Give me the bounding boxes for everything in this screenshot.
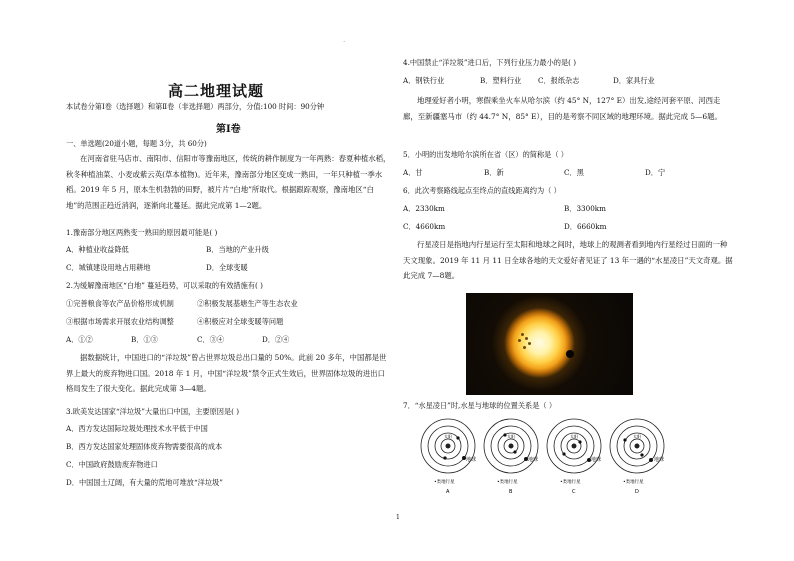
planet-dot: [623, 438, 626, 441]
earth-symbol: [649, 458, 653, 462]
sun-symbol: [572, 444, 577, 449]
header-mark: ·: [343, 37, 346, 46]
planet-dot: [562, 452, 565, 455]
diagram-label-b: B: [509, 489, 513, 495]
planet-dot: [456, 436, 459, 439]
q2-statement-1: ①完善粮食等农产品价格形成机制: [66, 299, 174, 308]
orbit-diagram-a: [421, 419, 475, 473]
sun-label: 太阳: [507, 434, 515, 439]
diagram-label-a: A: [446, 489, 450, 495]
earth-label: 地球: [466, 457, 477, 463]
q6-option-d: D．6660km: [564, 222, 607, 231]
sunspot: [528, 342, 531, 345]
q4-option-d: D．家具行业: [613, 76, 655, 85]
sunspot: [518, 339, 521, 342]
q6-option-a: A．2330km: [403, 204, 445, 213]
passage-4: 行星凌日是指地内行星运行至太阳和地球之间时，地球上的观测者看到地内行星经过日面的一种天文现象。2019 年 11 月 11 日全球各地的天文爱好者见证了 13 年一遇的“水星凌日”天文奇观。据此完成 7—8题。: [403, 240, 733, 280]
sun-symbol: [509, 444, 514, 449]
q1-option-d: D．全球变暖: [206, 263, 248, 272]
legend-label: •类地行星: [497, 480, 518, 485]
q2-option-a: A．①②: [66, 335, 93, 344]
diagram-label-c: C: [572, 489, 576, 495]
orbit-diagram-d: [610, 419, 664, 473]
legend-label: •类地行星: [560, 480, 581, 485]
page-number: 1: [396, 514, 400, 521]
planet-dot: [513, 450, 516, 453]
sunspot: [525, 337, 528, 340]
exam-intro: 本试卷分第Ⅰ卷（选择题）和第Ⅱ卷（非选择题）两部分，分值:100 时间：90分钟: [66, 102, 325, 111]
planet-dot: [443, 456, 446, 459]
legend-label: •类地行星: [434, 480, 455, 485]
earth-label: 地球: [654, 457, 665, 463]
diagram-label-d: D: [635, 489, 639, 495]
q4-option-b: B．塑料行业: [480, 76, 522, 85]
q2-statement-3: ③根据市场需求开展农业结构调整: [66, 317, 174, 326]
sunspot: [521, 333, 524, 336]
question-2-stem: 2.为缓解豫南地区“白地” 蔓延趋势，可以采取的有效措施有( ): [66, 281, 263, 290]
sun-label: 太阳: [444, 434, 452, 439]
q6-option-b: B．3300km: [564, 204, 606, 213]
orbit-diagram-b: [484, 419, 538, 473]
earth-label: 地球: [591, 457, 602, 463]
earth-label: 地球: [528, 457, 539, 463]
passage-1: 在河南省驻马店市、南阳市、信阳市等豫南地区，传统的耕作制度为一年两熟：春夏种植水稻，秋冬种植油菜、小麦或紫云英(草本植物)。近年来，豫南部分地区变成一熟田，一年只种植一季水稻。2019 年 5 月，原本生机勃勃的田野，被片片“白地”所取代。根据跟踪观察，豫南地区“白地”的范围正趋近消润，逐渐向北蔓延。据此完成第 1—2题。: [66, 154, 391, 210]
q2-statement-2: ②积极发展基塘生产等生态农业: [197, 299, 298, 308]
sun-symbol: [446, 444, 451, 449]
planet-dot: [578, 440, 581, 443]
passage-3: 地理爱好者小明，寒假乘坐火车从哈尔滨（约 45° N，127° E）出发,途经河套平原、河西走廊，至新疆塞马市（约 44.7° N，85° E），目的是考察不同区域的地理环境。据此完成 5—6题。: [403, 96, 722, 121]
q1-option-a: A．种植业收益降低: [66, 245, 129, 254]
q2-statement-4: ④积极应对全球变暖等问题: [197, 317, 284, 326]
q3-option-c: C．中国政府鼓励废弃物进口: [66, 460, 158, 469]
sun-label: 太阳: [633, 434, 641, 439]
question-7-stem: 7．“水星凌日”时,水星与地球的位置关系是（ ）: [403, 401, 557, 410]
question-3-stem: 3.欧美发达国家“洋垃圾”大量出口中国，主要原因是( ): [66, 407, 240, 416]
question-1-stem: 1.豫南部分地区两熟变一熟田的原因最可能是( ): [66, 228, 218, 237]
page-title: 高二地理试题: [168, 82, 265, 100]
q5-option-c: C．黑: [564, 168, 584, 177]
q3-option-b: B．西方发达国家处理固体废弃物需要很高的成本: [66, 442, 223, 451]
legend-label: •类地行星: [623, 480, 644, 485]
q3-option-d: D．中国国土辽阔，有大量的荒地可堆放“洋垃圾”: [66, 478, 223, 487]
question-6-stem: 6．此次考察路线起点至终点的直线距离约为（ ）: [403, 186, 561, 195]
q2-option-b: B．①③: [131, 335, 158, 344]
q6-option-c: C．4660km: [403, 222, 446, 231]
sunspot: [523, 346, 526, 349]
section-heading: 一、单选题(20道小题，每题 3分，共 60分): [66, 139, 207, 148]
q1-option-c: C．城镇建设用地占用耕地: [66, 263, 151, 272]
q3-option-a: A．西方发达国际垃圾处理技术水平低于中国: [66, 424, 208, 433]
q1-option-b: B．当地的产业升级: [206, 245, 269, 254]
question-4-stem: 4.中国禁止“洋垃圾”进口后，下列行业压力最小的是( ): [403, 58, 577, 67]
q5-option-d: D．宁: [645, 168, 666, 177]
mercury-disk: [566, 350, 574, 358]
q2-option-c: C．③④: [197, 335, 225, 344]
passage-2: 据数据统计，中国进口的“洋垃圾”曾占世界垃圾总出口量的 50%。此前 20 多年，中国都是世界上最大的废弃物进口国。2018 年 1 月，中国“洋垃圾”禁令正式生效后，世界固体垃圾的进出口格局发生了很大变化。据此完成第 3—4题。: [66, 353, 387, 393]
q4-option-c: C．报纸杂志: [538, 76, 580, 85]
orbit-diagram-c: [547, 419, 601, 473]
question-5-stem: 5．小明的出发地哈尔滨所在省（区）的简称是（ ）: [403, 150, 568, 159]
planet-dot: [640, 453, 643, 456]
q5-option-a: A．甘: [403, 168, 423, 177]
mercury-transit-photo: [466, 293, 633, 395]
q4-option-a: A．钢铁行业: [403, 76, 445, 85]
sun-symbol: [635, 444, 640, 449]
volume-heading: 第Ⅰ卷: [216, 124, 241, 135]
orbit-diagrams: [420, 416, 670, 498]
q5-option-b: B．新: [484, 168, 504, 177]
q2-option-d: D．②④: [262, 335, 290, 344]
sun-label: 太阳: [570, 434, 578, 439]
